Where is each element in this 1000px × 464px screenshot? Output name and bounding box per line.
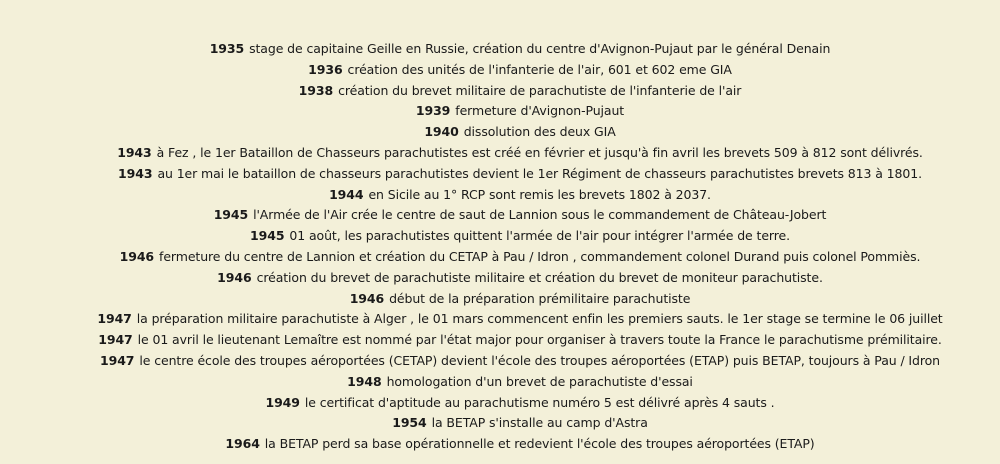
entry-year: 1964 (225, 436, 260, 452)
entry-year: 1945 (213, 207, 249, 223)
entry-year: 1943 (118, 165, 153, 181)
timeline-entry (40, 330, 1000, 351)
entry-text: création des unités de l'infanterie de l'air, 601 et 602 eme GIA (347, 61, 732, 77)
entry-year: 1946 (349, 290, 385, 306)
entry-text: dissolution des deux GIA (463, 124, 616, 140)
timeline-entry (40, 393, 1000, 414)
timeline-entry (40, 185, 1000, 206)
timeline-entry (40, 413, 1000, 434)
timeline-entry (40, 434, 1000, 455)
entry-year: 1949 (265, 394, 300, 410)
timeline-entry (40, 39, 1000, 60)
entry-year: 1947 (100, 352, 135, 368)
timeline-entry (40, 289, 1000, 310)
entry-text: début de la préparation prémilitaire parachutiste (389, 290, 691, 306)
entry-year: 1946 (119, 248, 155, 264)
timeline-entry (40, 247, 1000, 268)
entry-text: stage de capitaine Geille en Russie, création du centre d'Avignon-Pujaut par le général Denain (249, 41, 831, 56)
entry-year: 1940 (424, 124, 459, 140)
entry-year: 1948 (347, 373, 382, 389)
entry-text: fermeture d'Avignon-Pujaut (455, 103, 625, 119)
entry-year: 1947 (97, 311, 132, 327)
entry-year: 1939 (415, 103, 451, 119)
entry-text: l'Armée de l'Air crée le centre de saut de Lannion sous le commandement de Château-Jobert (253, 207, 827, 223)
entry-year: 1943 (117, 144, 152, 160)
entry-text: le centre école des troupes aéroportées (CETAP) devient l'école des troupes aéroportées (ETAP) puis BETAP, toujours à Pau / Idron (139, 352, 940, 368)
entry-text: au 1er mai le bataillon de chasseurs parachutistes devient le 1er Régiment de chasseurs parachutistes brevets 813 à 1801. (157, 165, 922, 181)
entry-year: 1935 (209, 41, 245, 56)
entry-text: création du brevet de parachutiste militaire et création du brevet de moniteur parachutiste. (256, 269, 823, 285)
entry-text: à Fez , le 1er Bataillon de Chasseurs parachutistes est créé en février et jusqu'à fin avril les brevets 509 à 812 sont délivrés. (156, 144, 923, 160)
timeline-entry (40, 372, 1000, 393)
timeline-entry (40, 164, 1000, 185)
entry-text: fermeture du centre de Lannion et création du CETAP à Pau / Idron , commandement colonel Durand puis colonel Pommiès. (159, 248, 921, 264)
entry-year: 1945 (250, 228, 285, 244)
entry-text: le certificat d'aptitude au parachutisme numéro 5 est délivré après 4 sauts . (304, 394, 775, 410)
timeline-entry (40, 205, 1000, 226)
entry-text: 01 août, les parachutistes quittent l'armée de l'air pour intégrer l'armée de terre. (289, 228, 790, 244)
timeline-entry (40, 81, 1000, 102)
timeline-entry (40, 60, 1000, 81)
entry-text: le 01 avril le lieutenant Lemaître est nommé par l'état major pour organiser à travers toute la France le parachutisme prémilitaire. (137, 332, 942, 348)
entry-text: création du brevet militaire de parachutiste de l'infanterie de l'air (338, 82, 742, 98)
entry-text: la BETAP perd sa base opérationnelle et redevient l'école des troupes aéroportées (ETAP) (264, 436, 815, 452)
entry-year: 1946 (217, 269, 252, 285)
timeline-entry (40, 226, 1000, 247)
entry-year: 1936 (308, 61, 343, 77)
timeline-entry (40, 122, 1000, 143)
timeline-entry (40, 309, 1000, 330)
timeline-entry (40, 268, 1000, 289)
timeline-entry (40, 143, 1000, 164)
entry-year: 1954 (392, 415, 427, 431)
entry-year: 1947 (98, 332, 133, 348)
entry-text: en Sicile au 1° RCP sont remis les brevets 1802 à 2037. (368, 186, 711, 202)
entry-text: la préparation militaire parachutiste à Alger , le 01 mars commencent enfin les premiers sauts. le 1er stage se termine le 06 juillet (136, 311, 943, 327)
entry-year: 1938 (298, 82, 334, 98)
entry-year: 1944 (329, 186, 364, 202)
entry-text: la BETAP s'installe au camp d'Astra (431, 415, 648, 431)
timeline-entry (40, 101, 1000, 122)
entry-text: homologation d'un brevet de parachutiste d'essai (386, 373, 693, 389)
timeline-entry (40, 351, 1000, 372)
